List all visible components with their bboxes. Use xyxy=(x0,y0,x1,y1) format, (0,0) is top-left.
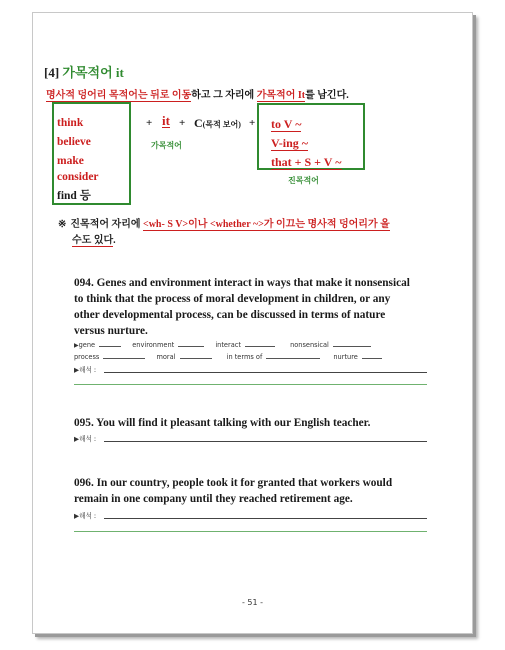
vocab-word: gene xyxy=(78,341,96,349)
vocab-word: environment xyxy=(132,341,175,349)
complement-note: (목적 보어) xyxy=(202,120,241,129)
question-094-line-2: to think that the process of moral development in children, or any xyxy=(74,293,391,305)
translation-label-095: ▶해석 : xyxy=(74,435,97,443)
question-096-line-1: 096. In our country, people took it for granted that workers would xyxy=(74,477,393,489)
translation-label-096: ▶해석 : xyxy=(74,512,97,520)
rule-part-3: 가목적어 It xyxy=(256,90,306,101)
vocab-word: process xyxy=(74,353,100,361)
translation-line-095[interactable] xyxy=(104,441,427,442)
verb-find: find 등 xyxy=(57,190,91,202)
vocab-blank[interactable] xyxy=(180,352,212,359)
option-v-ing: V-ing ~ xyxy=(271,136,309,150)
verb-make: make xyxy=(57,155,84,167)
translation-label-094: ▶해석 : xyxy=(74,366,97,374)
vocab-blank[interactable] xyxy=(266,352,320,359)
vocab-blank[interactable] xyxy=(333,340,371,347)
question-096-line-2: remain in one company until they reached retirement age. xyxy=(74,493,353,505)
dummy-it: it xyxy=(162,113,170,128)
question-095: 095. You will find it pleasant talking with our English teacher. xyxy=(74,417,371,429)
vocab-marker: ▶ xyxy=(74,342,79,349)
note-part-b: <wh- S V>이나 <whether ~>가 이끄는 명사적 덩어리가 올 xyxy=(143,219,390,230)
translation-line-094-2[interactable] xyxy=(74,384,427,385)
vocab-word: nurture xyxy=(333,353,358,361)
option-that-clause: that + S + V ~ xyxy=(271,155,342,169)
complement xyxy=(194,116,241,131)
translation-line-094[interactable] xyxy=(104,372,427,373)
vocab-blank[interactable] xyxy=(99,340,121,347)
option-to-v: to V ~ xyxy=(271,117,302,131)
verb-think: think xyxy=(57,117,84,129)
question-094-line-1: 094. Genes and environment interact in ways that make it nonsensical xyxy=(74,277,410,289)
plus-sign-1: + xyxy=(146,117,153,129)
note xyxy=(58,217,440,249)
note-part-a: 진목적어 자리에 xyxy=(70,219,144,230)
vocab-word: moral xyxy=(156,353,176,361)
section-title-text: 가목적어 it xyxy=(62,65,124,80)
vocab-blank[interactable] xyxy=(362,352,382,359)
note-part-d: . xyxy=(113,235,116,246)
question-094-line-4: versus nurture. xyxy=(74,325,148,337)
rule-part-4: 를 남긴다. xyxy=(305,90,349,101)
note-part-c: 수도 있다 xyxy=(72,235,114,246)
plus-sign-2: + xyxy=(179,117,186,129)
note-mark: ※ xyxy=(58,219,67,230)
question-094-line-3: other developmental process, can be discussed in terms of nature xyxy=(74,309,386,321)
fake-object-label: 가목적어 xyxy=(151,141,182,150)
vocab-word: nonsensical xyxy=(290,341,329,349)
section-number: [4] xyxy=(44,65,60,80)
grammar-rule xyxy=(46,86,349,101)
plus-sign-3: + xyxy=(249,117,256,129)
verb-consider: consider xyxy=(57,171,99,183)
vocab-word: in terms of xyxy=(226,353,263,361)
section-title xyxy=(44,62,124,81)
vocab-blank[interactable] xyxy=(245,340,275,347)
vocab-word: interact xyxy=(215,341,241,349)
vocab-row-2 xyxy=(74,352,385,361)
translation-line-096-2[interactable] xyxy=(74,531,427,532)
rule-part-2: 하고 그 자리에 xyxy=(191,90,257,101)
verb-believe: believe xyxy=(57,136,91,148)
translation-line-096[interactable] xyxy=(104,518,427,519)
rule-part-1: 명사적 덩어리 목적어는 뒤로 이동 xyxy=(46,90,192,101)
page-number: - 51 - xyxy=(241,598,264,607)
vocab-blank[interactable] xyxy=(103,352,145,359)
complement-letter: C xyxy=(194,116,203,130)
vocab-blank[interactable] xyxy=(178,340,204,347)
vocab-row-1 xyxy=(74,340,374,349)
real-object-label: 진목적어 xyxy=(288,176,319,185)
